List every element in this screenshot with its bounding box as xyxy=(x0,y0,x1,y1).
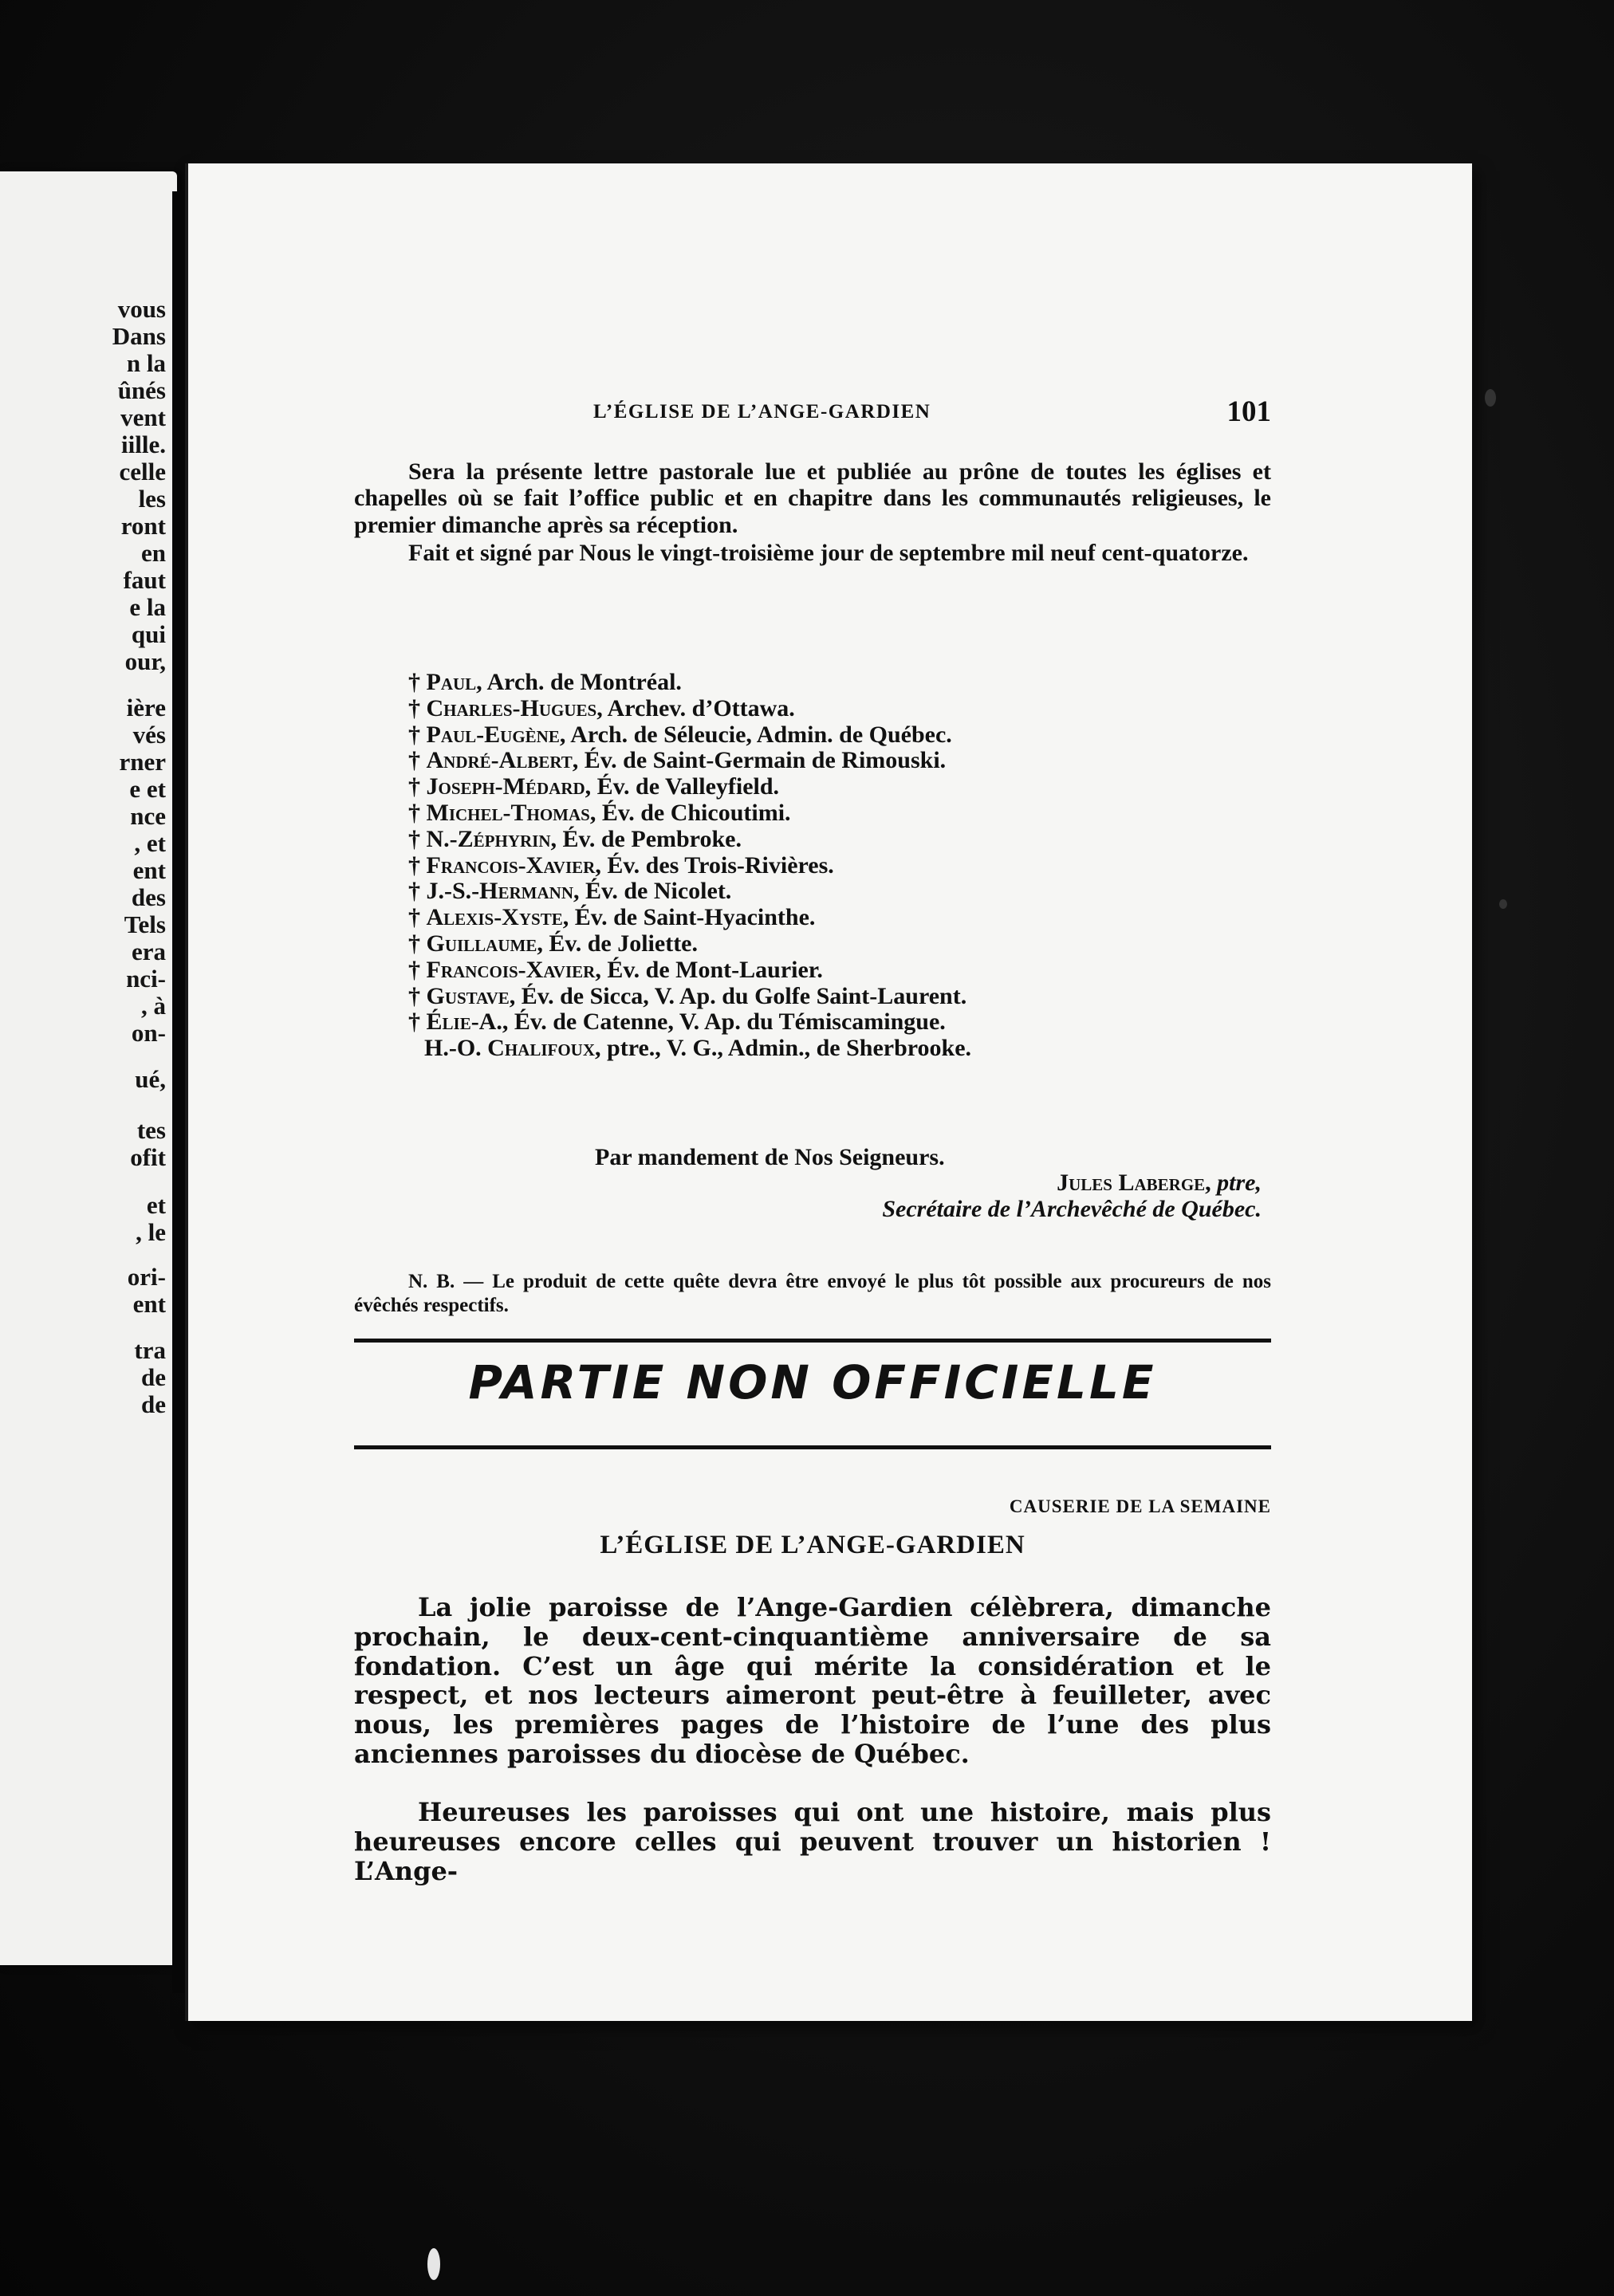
left-page-fragment: Tels xyxy=(124,910,166,938)
secretary-role-short: ptre, xyxy=(1217,1170,1262,1196)
left-page-fragment: e et xyxy=(129,775,166,803)
signatory-title: , Év. de Valleyfield. xyxy=(585,773,780,800)
secretary-name: Jules Laberge xyxy=(1057,1170,1206,1196)
cross-symbol: † xyxy=(408,982,420,1009)
last-signatory-prefix: H.-O. xyxy=(424,1035,488,1062)
signatory-title: , Év. de Catenne, V. Ap. du Témiscamingue. xyxy=(502,1008,946,1036)
left-page-fragment: ori- xyxy=(127,1263,166,1291)
article-title: L’ÉGLISE DE L’ANGE-GARDIEN xyxy=(600,1531,1025,1559)
left-page-fragment: , et xyxy=(134,829,166,857)
column-label: CAUSERIE DE LA SEMAINE xyxy=(1009,1496,1271,1516)
left-page-fragment: ront xyxy=(120,512,166,540)
nb-note: N. B. — Le produit de cette quête devra être envoyé le plus tôt possible aux procureurs de nos évêchés respectifs. xyxy=(354,1271,1271,1316)
signatory-line xyxy=(408,800,1270,827)
signatory-name: Alexis-Xyste xyxy=(426,904,563,931)
signatory-line xyxy=(408,957,1270,984)
signatory-name: N.-Zéphyrin xyxy=(426,825,551,852)
left-page-fragment: n la xyxy=(126,349,166,377)
cross-symbol: † xyxy=(408,930,420,957)
cross-symbol: † xyxy=(408,773,420,800)
signatory-line xyxy=(408,670,1270,696)
signatory-title: , Év. de Nicolet. xyxy=(573,878,732,905)
signatory-name: Joseph-Médard xyxy=(426,773,585,800)
signatory-title: , Év. de Mont-Laurier. xyxy=(595,956,823,983)
left-page-fragment: rner xyxy=(119,748,166,776)
signatory-name: Charles-Hugues xyxy=(426,694,597,721)
signatory-title: , Év. de Joliette. xyxy=(537,930,698,957)
left-page-fragment: celle xyxy=(119,458,166,486)
cross-symbol: † xyxy=(408,851,420,879)
left-page-fragment: , à xyxy=(141,992,166,1020)
signatory-line xyxy=(408,879,1270,905)
left-page-fragment: iille. xyxy=(121,431,166,458)
signatory-title: , Év. de Chicoutimi. xyxy=(589,799,791,826)
cross-symbol: † xyxy=(408,694,420,721)
left-page-fragment: ière xyxy=(126,694,166,721)
article-paragraph-1: La jolie paroisse de l’Ange-Gardien célèbrera, dimanche prochain, le deux-cent-cinquantième anniversaire de sa fondation. C’est un âge qui mérite la considération et le respect, et nos lecteurs aimeront peut-être à feuilleter, avec nous, les premières pages de l’histoire de l’une des plus anciennes paroisses du diocèse de Québec. xyxy=(354,1592,1271,1769)
signatory-line xyxy=(408,931,1270,957)
signatory-name: Élie-A. xyxy=(426,1008,502,1036)
cross-symbol: † xyxy=(408,825,420,852)
left-page-fragment: vent xyxy=(120,403,166,431)
running-head xyxy=(354,395,1271,434)
signatory-line xyxy=(408,774,1270,800)
page xyxy=(185,163,1472,2021)
left-page-fragment: faut xyxy=(123,566,166,594)
section-heading: PARTIE NON OFFICIELLE xyxy=(468,1355,1157,1409)
last-signatory-title: , ptre., V. G., Admin., de Sherbrooke. xyxy=(595,1035,972,1062)
left-page-fragment: ofit xyxy=(130,1143,166,1171)
left-page-fragment: et xyxy=(146,1191,166,1219)
signatory-name: Michel-Thomas xyxy=(426,799,590,826)
signatory-name: Guillaume xyxy=(426,930,537,957)
left-facing-page xyxy=(0,171,177,1965)
signatory-line xyxy=(408,748,1270,774)
left-page-fragment: era xyxy=(131,938,166,965)
signatory-title: , Év. de Saint-Hyacinthe. xyxy=(562,904,816,931)
signatory-line xyxy=(408,1009,1270,1036)
left-page-fragment: des xyxy=(131,883,166,911)
left-page-fragment: ûnés xyxy=(117,376,166,404)
pastoral-paragraph-2: Fait et signé par Nous le vingt-troisième jour de septembre mil neuf cent-quatorze. xyxy=(408,540,1249,566)
left-page-fragment: vous xyxy=(117,295,166,323)
cross-symbol: † xyxy=(408,721,420,748)
scan-speck xyxy=(1499,899,1507,909)
left-page-fragment: de xyxy=(141,1363,166,1391)
left-page-fragment: en xyxy=(141,539,166,567)
left-page-fragment: tra xyxy=(134,1336,166,1364)
mandate-line: Par mandement de Nos Seigneurs. xyxy=(595,1144,945,1170)
signatory-line xyxy=(408,827,1270,853)
left-page-fragment: Dans xyxy=(112,322,166,350)
secretary-role: Secrétaire de l’Archevêché de Québec. xyxy=(882,1196,1262,1222)
secretary-signature xyxy=(882,1170,1262,1222)
cross-symbol: † xyxy=(408,904,420,931)
signatory-line xyxy=(408,905,1270,931)
left-page-fragment: ent xyxy=(132,1290,166,1318)
cross-symbol: † xyxy=(408,747,420,774)
left-page-fragment: qui xyxy=(131,620,166,648)
signatory-name: Paul-Eugène xyxy=(426,721,560,748)
pastoral-paragraph-1: Sera la présente lettre pastorale lue et publiée au prône de toutes les églises et chapelles où se fait l’office public et en chapitre dans les communautés religieuses, le premier dimanche après sa réception. xyxy=(354,458,1271,538)
article-paragraph-2: Heureuses les paroisses qui ont une histoire, mais plus heureuses encore celles qui peuvent trouver un historien ! L’Ange- xyxy=(354,1797,1271,1886)
signatory-title: , Év. de Pembroke. xyxy=(550,825,742,852)
signatory-title: , Év. des Trois-Rivières. xyxy=(595,851,834,879)
signatory-name: J.-S.-Hermann xyxy=(426,878,573,905)
left-page-fragment: , le xyxy=(136,1218,166,1246)
signatory-title: , Archev. d’Ottawa. xyxy=(596,694,795,721)
signatory-title: , Év. de Saint-Germain de Rimouski. xyxy=(572,747,947,774)
last-signatory-name: Chalifoux xyxy=(487,1035,596,1062)
left-page-fragment: ué, xyxy=(135,1065,166,1093)
scan-speck xyxy=(1485,389,1496,407)
signatory-line xyxy=(408,1036,1270,1062)
left-page-fragment: nce xyxy=(130,802,166,830)
signatory-name: André-Albert xyxy=(426,747,573,774)
secretary-suffix: , xyxy=(1205,1170,1218,1196)
signatory-list xyxy=(408,670,1270,1062)
signatory-name: Paul xyxy=(426,669,477,695)
signatory-line xyxy=(408,696,1270,722)
signatory-title: , Arch. de Séleucie, Admin. de Québec. xyxy=(559,721,952,748)
left-page-fragment: de xyxy=(141,1390,166,1418)
cross-symbol: † xyxy=(408,799,420,826)
running-title: L’ÉGLISE DE L’ANGE-GARDIEN xyxy=(593,401,931,423)
cross-symbol: † xyxy=(408,1008,420,1036)
signatory-name: Francois-Xavier xyxy=(426,851,596,879)
cross-symbol: † xyxy=(408,878,420,905)
cross-symbol: † xyxy=(408,956,420,983)
left-page-fragment: tes xyxy=(136,1116,166,1144)
signatory-name: Francois-Xavier xyxy=(426,956,596,983)
signatory-line xyxy=(408,984,1270,1010)
signatory-name: Gustave xyxy=(426,982,510,1009)
signatory-title: , Év. de Sicca, V. Ap. du Golfe Saint-Laurent. xyxy=(509,982,967,1009)
left-page-fragment: les xyxy=(138,485,166,513)
left-page-fragment: on- xyxy=(131,1019,166,1047)
top-rule xyxy=(354,1339,1271,1343)
left-page-fragment: ent xyxy=(132,856,166,884)
signatory-title: , Arch. de Montréal. xyxy=(476,669,682,695)
left-page-fragment: vés xyxy=(132,721,166,749)
left-page-fragment: nci- xyxy=(126,965,166,993)
left-page-fragment: our, xyxy=(124,647,166,675)
left-page-fragment: e la xyxy=(129,593,166,621)
scan-speck xyxy=(427,2248,440,2280)
page-number: 101 xyxy=(1226,395,1271,428)
cross-symbol: † xyxy=(408,669,420,695)
signatory-line xyxy=(408,722,1270,749)
signatory-line xyxy=(408,853,1270,879)
bottom-rule xyxy=(354,1445,1271,1449)
